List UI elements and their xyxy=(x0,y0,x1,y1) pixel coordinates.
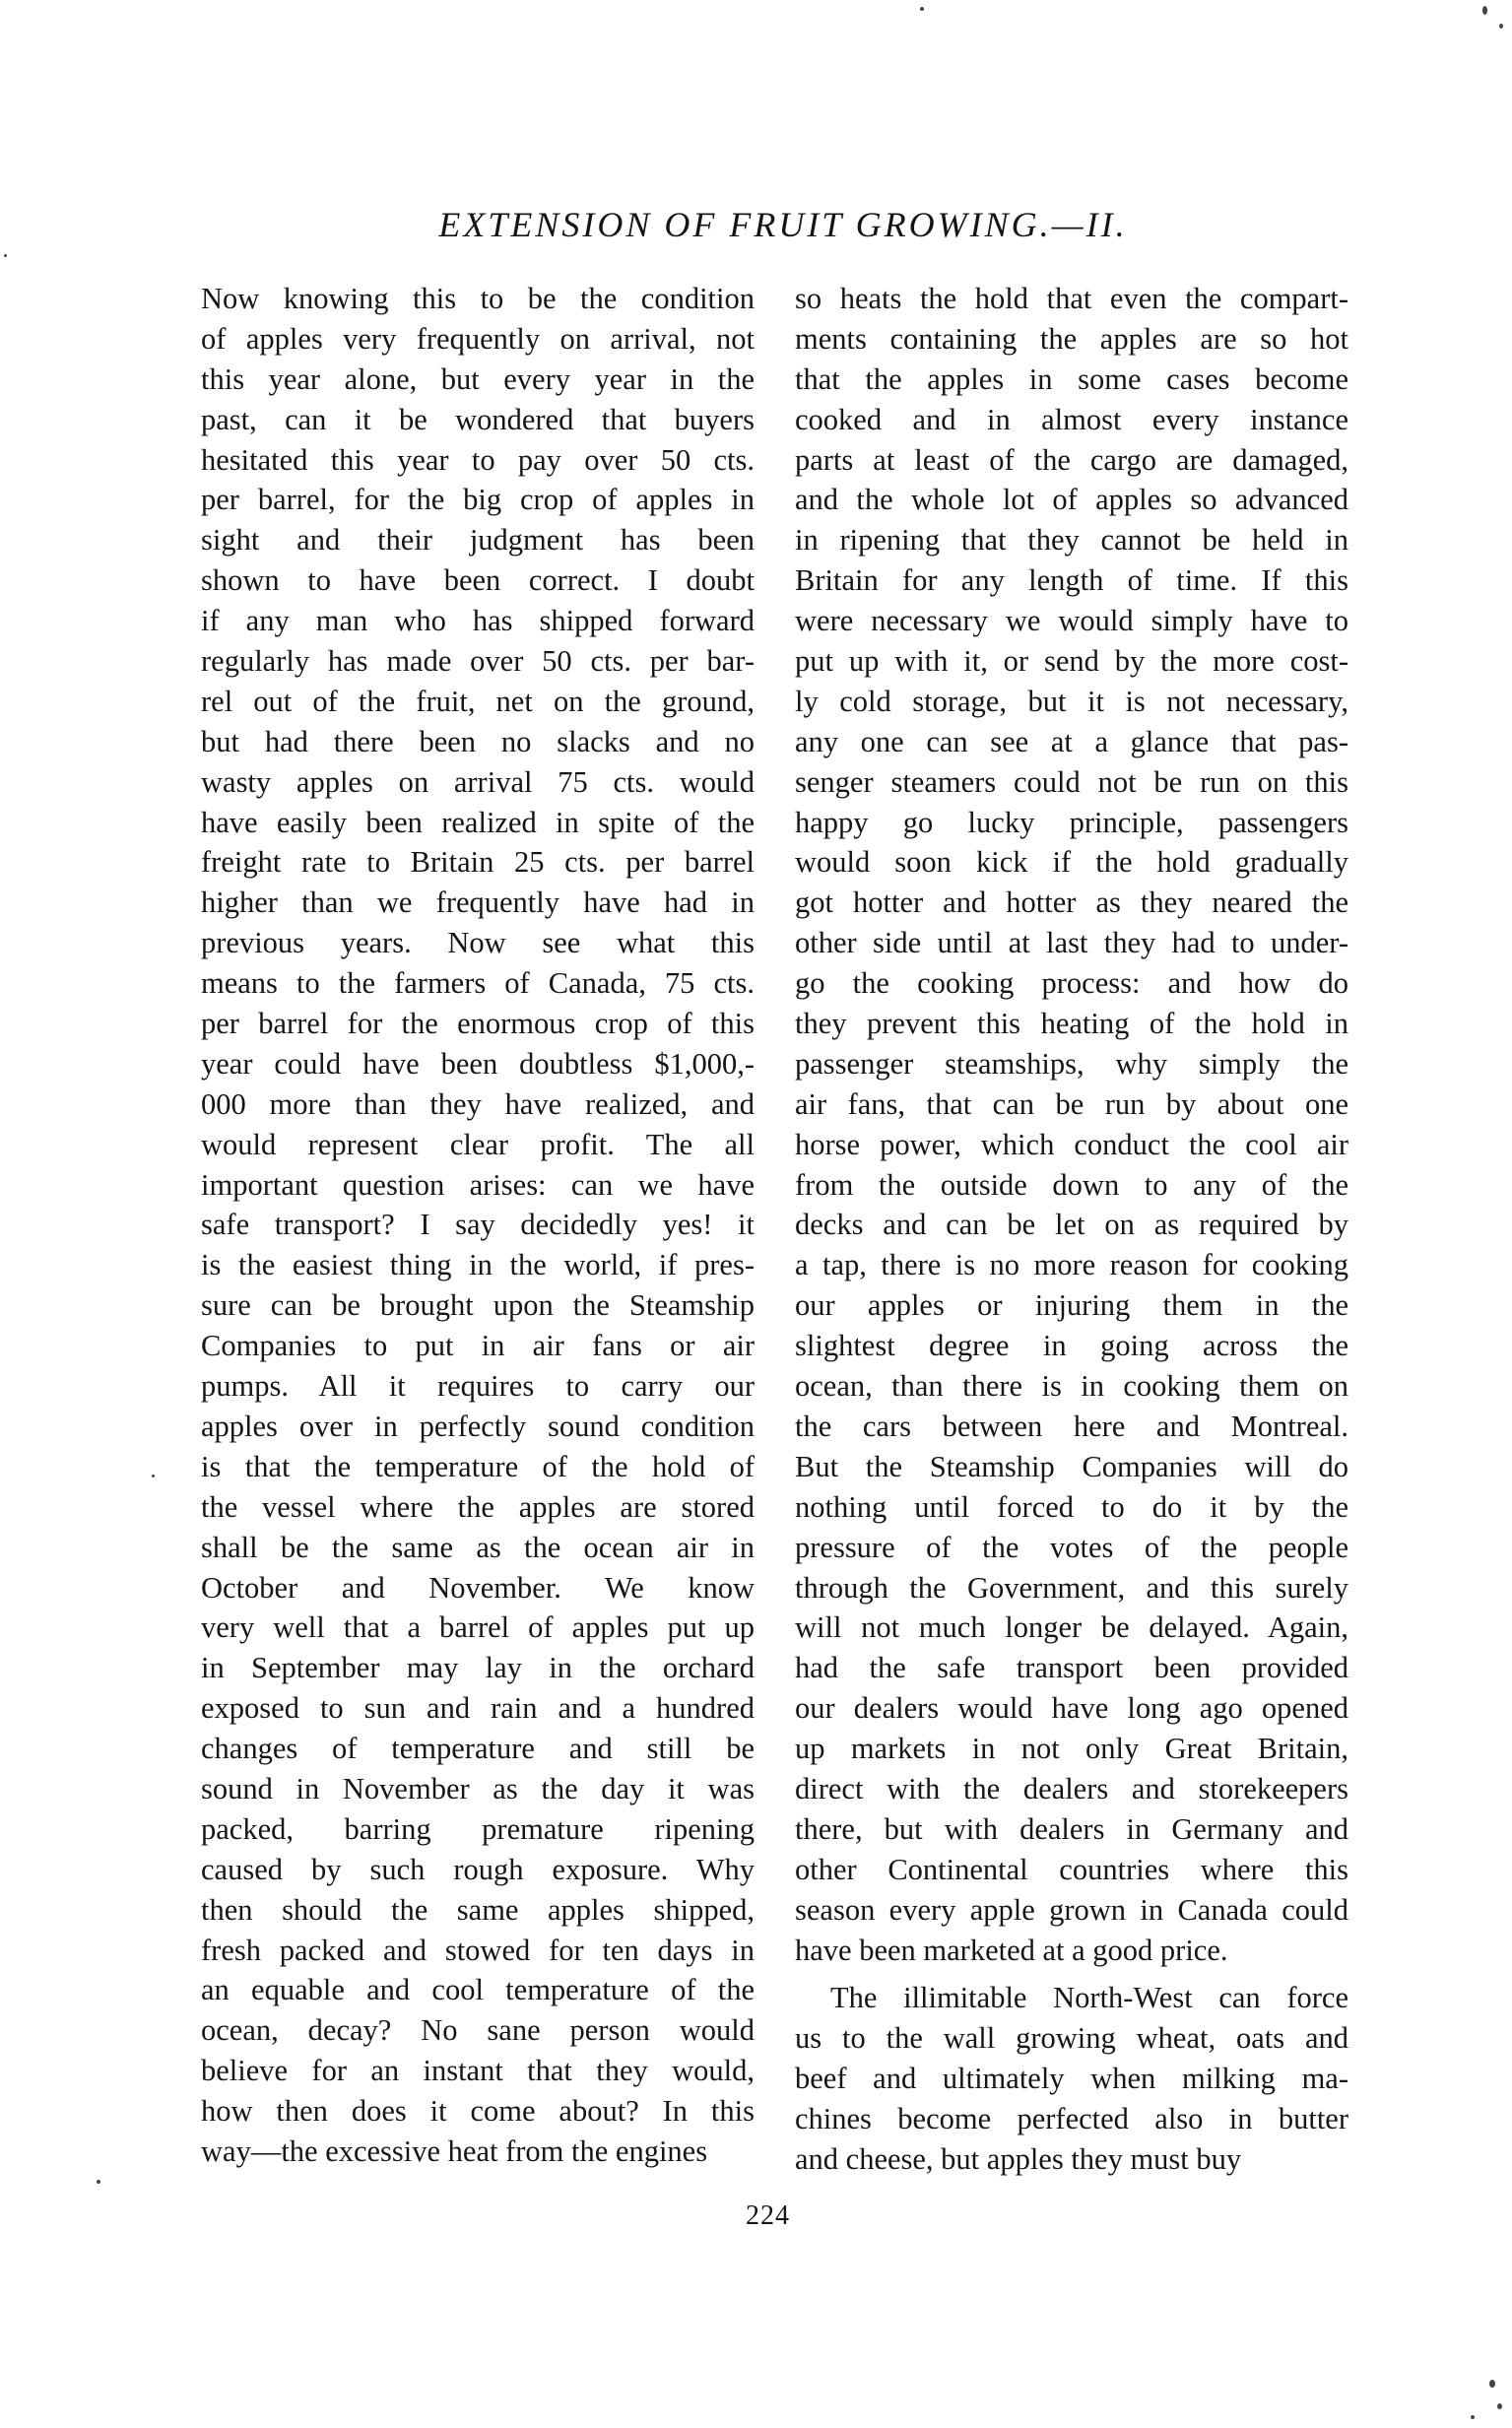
paragraph-gap xyxy=(795,1970,1348,1978)
text-line: up markets in not only Great Britain, xyxy=(795,1732,1348,1766)
text-line: any one can see at a glance that pas- xyxy=(795,724,1348,758)
text-line: ocean, than there is in cooking them on xyxy=(795,1369,1348,1404)
text-line: had the safe transport been provided xyxy=(795,1651,1348,1685)
text-line: direct with the dealers and storekeepers xyxy=(795,1771,1348,1805)
text-line: higher than we frequently have had in xyxy=(201,886,755,920)
text-line: other Continental countries where this xyxy=(795,1852,1348,1886)
text-line: horse power, which conduct the cool air xyxy=(795,1127,1348,1161)
left-column xyxy=(201,279,755,2172)
text-line: means to the farmers of Canada, 75 cts. xyxy=(201,966,755,1001)
text-line: pressure of the votes of the people xyxy=(795,1530,1348,1564)
text-line: beef and ultimately when milking ma- xyxy=(795,2062,1348,2096)
scan-speck xyxy=(1497,2403,1502,2409)
text-line: per barrel for the enormous crop of this xyxy=(201,1007,755,1041)
text-line: Britain for any length of time. If this xyxy=(795,563,1348,598)
scan-speck xyxy=(920,7,924,11)
text-line: through the Government, and this surely xyxy=(795,1570,1348,1605)
paragraph-1 xyxy=(795,279,1348,1970)
page-title: EXTENSION OF FRUIT GROWING.—II. xyxy=(438,205,1128,244)
text-line: ments containing the apples are so hot xyxy=(795,321,1348,356)
text-line: slightest degree in going across the xyxy=(795,1329,1348,1363)
text-line: the cars between here and Montreal. xyxy=(795,1409,1348,1443)
text-line: would represent clear profit. The all xyxy=(201,1127,755,1161)
text-line: other side until at last they had to under- xyxy=(795,926,1348,960)
text-line: Now knowing this to be the condition xyxy=(201,282,755,315)
text-line: passenger steamships, why simply the xyxy=(795,1046,1348,1081)
text-line: freight rate to Britain 25 cts. per barrel xyxy=(201,845,755,880)
text-line: an equable and cool temperature of the xyxy=(201,1973,755,2007)
text-line: air fans, that can be run by about one xyxy=(795,1086,1348,1121)
text-line: fresh packed and stowed for ten days in xyxy=(201,1933,755,1967)
text-line: how then does it come about? In this xyxy=(201,2094,755,2129)
text-line: but had there been no slacks and no xyxy=(201,724,755,758)
text-line: regularly has made over 50 cts. per bar- xyxy=(201,644,755,679)
text-line: they prevent this heating of the hold in xyxy=(795,1007,1348,1041)
text-line: way—the excessive heat from the engines xyxy=(201,2133,708,2168)
text-line: have easily been realized in spite of the xyxy=(201,805,755,839)
text-line: nothing until forced to do it by the xyxy=(795,1489,1348,1524)
text-line: sound in November as the day it was xyxy=(201,1771,755,1805)
text-line: important question arises: can we have xyxy=(201,1167,755,1202)
text-line: a tap, there is no more reason for cooking xyxy=(795,1248,1348,1282)
text-line: got hotter and hotter as they neared the xyxy=(795,886,1348,920)
scan-speck xyxy=(4,254,7,257)
text-line: have been marketed at a good price. xyxy=(795,1933,1228,1967)
text-line: pumps. All it requires to carry our xyxy=(201,1369,755,1404)
text-line: sight and their judgment has been xyxy=(201,523,755,558)
text-line: wasty apples on arrival 75 cts. would xyxy=(201,764,755,799)
text-line: from the outside down to any of the xyxy=(795,1167,1348,1202)
text-line: per barrel, for the big crop of apples in xyxy=(201,483,755,517)
text-line: But the Steamship Companies will do xyxy=(795,1449,1348,1483)
text-line: decks and can be let on as required by xyxy=(795,1208,1348,1242)
text-line: put up with it, or send by the more cost- xyxy=(795,644,1348,679)
text-line: ocean, decay? No sane person would xyxy=(201,2013,755,2048)
text-line: changes of temperature and still be xyxy=(201,1732,755,1766)
text-line: very well that a barrel of apples put up xyxy=(201,1610,755,1645)
scan-speck xyxy=(1499,24,1503,29)
text-line: and the whole lot of apples so advanced xyxy=(795,483,1348,517)
scan-speck xyxy=(1482,6,1487,15)
text-line: senger steamers could not be run on this xyxy=(795,764,1348,799)
scan-speck xyxy=(97,2180,100,2184)
text-line: Companies to put in air fans or air xyxy=(201,1329,755,1363)
text-line: will not much longer be delayed. Again, xyxy=(795,1610,1348,1645)
text-line: safe transport? I say decidedly yes! it xyxy=(201,1208,755,1242)
scan-speck xyxy=(152,1475,155,1477)
text-line: parts at least of the cargo are damaged, xyxy=(795,442,1348,477)
text-line: caused by such rough exposure. Why xyxy=(201,1852,755,1886)
text-line: The illimitable North-West can force xyxy=(830,1981,1348,2015)
paragraph-2 xyxy=(795,1978,1348,2179)
text-line: and cheese, but apples they must buy xyxy=(795,2141,1242,2176)
text-line: is that the temperature of the hold of xyxy=(201,1449,755,1483)
text-line: the vessel where the apples are stored xyxy=(201,1489,755,1524)
text-line: then should the same apples shipped, xyxy=(201,1892,755,1927)
text-line: us to the wall growing wheat, oats and xyxy=(795,2021,1348,2056)
text-line: this year alone, but every year in the xyxy=(201,361,755,396)
text-line: were necessary we would simply have to xyxy=(795,604,1348,638)
right-column xyxy=(795,279,1348,2180)
scan-speck xyxy=(1471,2415,1475,2419)
text-line: 000 more than they have realized, and xyxy=(201,1086,755,1121)
text-line: cooked and in almost every instance xyxy=(795,402,1348,436)
text-line: there, but with dealers in Germany and xyxy=(795,1811,1348,1846)
text-line: year could have been doubtless $1,000,- xyxy=(201,1046,755,1081)
text-line: ly cold storage, but it is not necessary, xyxy=(795,684,1348,718)
text-line: past, can it be wondered that buyers xyxy=(201,402,755,436)
text-line: sure can be brought upon the Steamship xyxy=(201,1288,755,1323)
text-line: happy go lucky principle, passengers xyxy=(795,805,1348,839)
page-number: 224 xyxy=(746,2200,790,2231)
text-line: our dealers would have long ago opened xyxy=(795,1691,1348,1726)
text-line: apples over in perfectly sound condition xyxy=(201,1409,755,1443)
text-line: shall be the same as the ocean air in xyxy=(201,1530,755,1564)
text-line: would soon kick if the hold gradually xyxy=(795,845,1348,880)
text-line: rel out of the fruit, net on the ground, xyxy=(201,684,755,718)
text-line: is the easiest thing in the world, if pres- xyxy=(201,1248,755,1282)
text-line: go the cooking process: and how do xyxy=(795,966,1348,1001)
text-line: in September may lay in the orchard xyxy=(201,1651,755,1685)
text-line: exposed to sun and rain and a hundred xyxy=(201,1691,755,1726)
text-line: believe for an instant that they would, xyxy=(201,2054,755,2088)
text-line: shown to have been correct. I doubt xyxy=(201,563,755,598)
text-line: previous years. Now see what this xyxy=(201,926,755,960)
text-line: season every apple grown in Canada could xyxy=(795,1892,1348,1927)
text-line: that the apples in some cases become xyxy=(795,361,1348,396)
text-line: hesitated this year to pay over 50 cts. xyxy=(201,442,755,477)
text-line: packed, barring premature ripening xyxy=(201,1811,755,1846)
text-line: October and November. We know xyxy=(201,1570,755,1605)
text-line: if any man who has shipped forward xyxy=(201,604,755,638)
text-line: chines become perfected also in butter xyxy=(795,2102,1348,2136)
scan-speck xyxy=(1489,2380,1495,2388)
text-line: of apples very frequently on arrival, not xyxy=(201,321,755,356)
text-line: in ripening that they cannot be held in xyxy=(795,523,1348,558)
text-line: so heats the hold that even the compart- xyxy=(795,282,1348,315)
text-line: our apples or injuring them in the xyxy=(795,1288,1348,1323)
